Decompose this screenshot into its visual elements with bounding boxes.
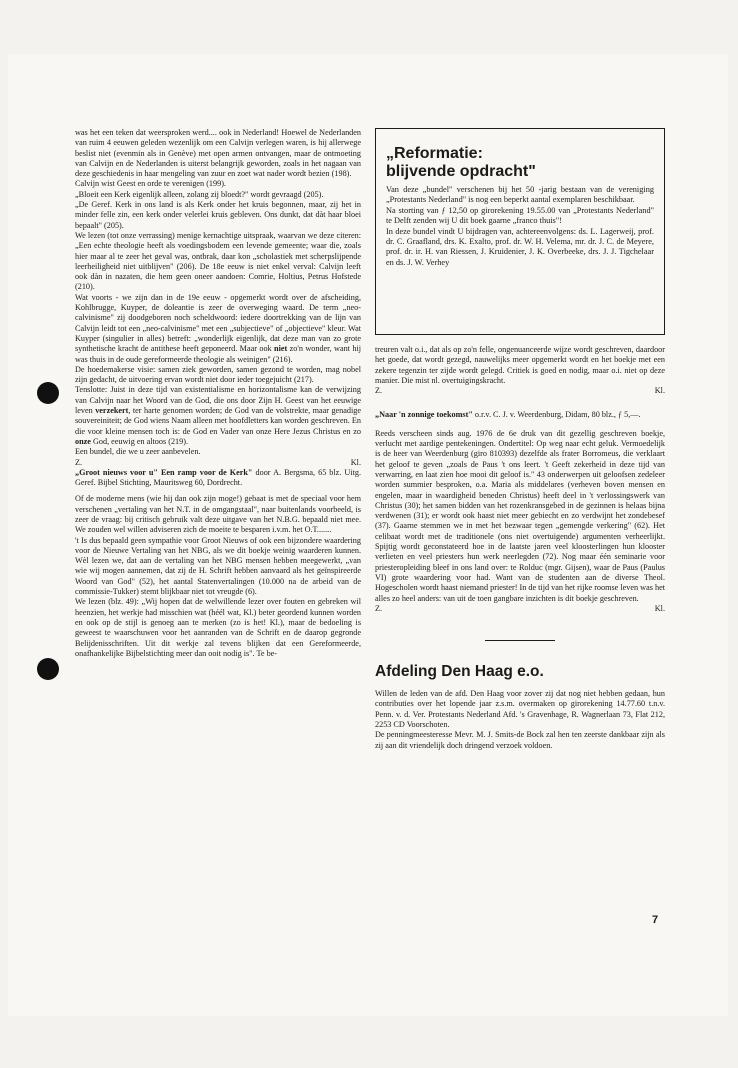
- advert-body: [386, 185, 654, 268]
- signature: Z. Kl.: [75, 457, 361, 467]
- paragraph: In deze bundel vindt U bijdragen van, achtereenvolgens: ds. L. Lagerweij, prof. dr. C. Graafland, drs. K. Exalto, prof. dr. W. H. Velema, mr. dr. J. C. de Meyere, prof. dr. ir. H. van Riessen, J. Kruidenier, J. K. Overbeeke, drs. J. J. Tigchelaar en ds. J. W. Verhey: [386, 226, 654, 267]
- paragraph: Een bundel, die we u zeer aanbevelen.: [75, 447, 201, 457]
- paragraph: was het een teken dat weersproken werd.... ook in Nederland! Hoewel de Nederlanden van ruim 4 eeuwen geleden wezenlijk om een Calvijn verlegen waren, is hij allerwege beslist niet (evenmin als in Genève) met open armen ontvangen, maar de ontmoeting van Calvijn en de Nederlanden is uiterst belangrijk geworden, zoals in het nagaan van deze geschiedenis in haar mengeling van zuur en zoet wat nader wordt bezien (198).: [75, 128, 361, 179]
- advert-title: „Reformatie: blijvende opdracht": [386, 145, 536, 180]
- review-heading: „Naar 'n zonnige toekomst" o.r.v. C. J. v. Weerdenburg, Didam, 80 blz., ƒ 5,—.: [375, 410, 641, 420]
- paragraph: „Bloeit een Kerk eigenlijk alleen, zolang zij bloedt?" wordt gevraagd (205).: [75, 189, 324, 199]
- punch-hole-top: [37, 382, 59, 404]
- page-number: 7: [652, 914, 659, 926]
- paragraph: treuren valt o.i., dat als op zo'n felle, ongenuanceerde wijze wordt geschreven, daardoor het goede, dat wordt gezegd, nauwelijks meer opgemerkt wordt en het boekje met een zekere tegenzin ter zijde wordt gelegd. Critiek is goed en nodig, maar o.i. niet op deze manier. Die mist nl. overtuigingskracht.: [375, 345, 665, 385]
- paragraph: Na storting van ƒ 12,50 op girorekening 19.55.00 van „Protestants Nederland" te Delft zenden wij U dit boek gaarne „franco thuis"!: [386, 205, 654, 226]
- divider: [485, 640, 555, 641]
- paragraph: 't Is dus bepaald geen sympathie voor Groot Nieuws of ook een bijzondere waardering voor de Nieuwe Vertaling van het NBG, als we dit boekje weinig waarderen kunnen. Wèl lezen we, dat aan de vertaling van het NBG mensen hebben meegewerkt, „van wie wij mogen aannemen, dat zij de H. Schrift hebben aanvaard als het geïnspireerde Woord van God" (52), het aantal Statenvertalingen (10.000 na de arbeid van de commissie-Tukker) stemt blijkbaar niet tot vreugde (6).: [75, 535, 361, 597]
- review-heading: „Groot nieuws voor u" Een ramp voor de Kerk" door A. Bergsma, 65 blz. Uitg. Geref. Bijbel Stichting, Mauritsweg 60, Dordrecht.: [75, 467, 361, 488]
- paragraph: Calvijn wist Geest en orde te verenigen (199).: [75, 179, 226, 189]
- paragraph: We lezen (tot onze verrassing) menige kernachtige uitspraak, waarvan we deze citeren: „Een echte theologie heeft als voedingsbodem een levende gemeente; waar die, zoals hier maar al te zeer het geval was, ontbrak, daar kon „scholastiek met scherpslijpende leerheiligheid niet uitblijven" (206). De 18e eeuw is niet enkel verval: Calvijn leeft ook dàn in nazaten, die hem geen oneer aandoen: Comrie, Holtius, Petrus Hofstede (210).: [75, 230, 361, 292]
- paragraph: Wat voorts - we zijn dan in de 19e eeuw - opgemerkt wordt over de afscheiding, Kohlbrugge, Kuyper, de doleantie is zeer de overweging waard. De term „neo-calvinisme" zij doodgeboren noch scheldwoord: iedere doortrekking van de lijn van Calvijn leidt tot een „neo-calvinisme" met een „subjectieve" of „objectieve" kleur. Wat Kuyper (singulier in alles) betreft: „wonderlijk eigenlijk, dat deze man van zo grote synthetische kracht de antithese heeft geponeerd. Maar ook niet zo'n wonder, want hij was thuis in de oude gereformeerde theologie als weinigen" (216).: [75, 292, 361, 364]
- paragraph: Willen de leden van de afd. Den Haag voor zover zij dat nog niet hebben gedaan, hun contributies over het lopende jaar z.s.m. overmaken op girorekening 14.77.60 t.n.v. Penn. v. d. Ver. Protestants Nederland Afd. 's Gravenhage, R. Wagnerlaan 73, Flat 212, 2253 CD Voorschoten.: [375, 689, 665, 730]
- advert-box: [375, 128, 665, 335]
- signature: Z. Kl.: [375, 386, 665, 396]
- punch-hole-bottom: [37, 658, 59, 680]
- signature: Z. Kl.: [375, 603, 665, 613]
- paragraph: De penningmeesteresse Mevr. M. J. Smits-de Bock zal hen ten zeerste dankbaar zijn als zij aan dit vriendelijk doch dringend verzoek voldoen.: [375, 730, 665, 750]
- left-column: [75, 128, 361, 659]
- paragraph: De hoedemakerse visie: samen ziek geworden, samen gezond te worden, mag nobel zijn gedacht, de uitvoering ervan wordt niet door ieder toegejuicht (217).: [75, 364, 361, 385]
- paragraph: Reeds verscheen sinds aug. 1976 de 6e druk van dit gezellig geschreven boekje, verlucht met aardige pentekeningen. Ondertitel: Op weg naar echt geluk. Vermoedelijk is de heer van Weerdenburg (giro 810393) dezelfde als frater Borromeus, die verklaart het geloof te geven „zoals de Paus 't ons leert. 't Geeft zekerheid in deze tijd van verwarring, en laat zien hoe mooi dit geloof is." 43 onderwerpen uit geloofsen zedeleer worden summier besproken, o.a. Maria als middelares (verheven boven mensen en engelen, maar in waardigheid beneden Christus) heeft deel in 't verlossingswerk van Christus (30); het samen bidden van het rozenkransgebed in de gezinnen is helaas bijna verdwenen (31); er wordt ook haast niet meer gebiecht en zo verdwijnt het zondebesef (37). Gaarne stemmen we in met het bezwaar tegen „gemengde verkering" (62). Het celibaat wordt met de traditionele (ons niet overtuigende) argumenten verheerlijkt. Spijtig wordt geconstateerd hoe in de laatste jaren veel kloosterlingen hun klooster verlieten en veel priesters hun werk neerlegden (72). Nog maar één seminarie voor priesteropleiding bleef in ons land over: te Rolduc (mgr. Gijsen), waar de Paus (Paulus VI) grote waardering voor had. Want van de studenten aan de diverse Theol. Hogescholen wordt haast niemand priester! In de tijd van het rijke roomse leven was het alles zo heel anders: van uit de toen gangbare inzichten is dit boekje geschreven.: [375, 428, 665, 603]
- paragraph: Tenslotte: Juist in deze tijd van existentialisme en horizontalisme kan de verwijzing van Calvijn naar het Woord van de God, die ons door Zijn H. Geest van het eeuwige leven verzekert, ter harte genomen worden; de God van de volstrekte, maar genadige souvereiniteit; de God wiens Naam alleen met hoofdletters kan worden geschreven. En die voor kleine mensen toch is: de God en Vader van onze Here Jezus Christus en zo onze God, eeuwig en altoos (219).: [75, 385, 362, 446]
- paragraph: Van deze „bundel" verschenen bij het 50 -jarig bestaan van de vereniging „Protestants Nederland" is nog een beperkt aantal exemplaren beschikbaar.: [386, 185, 654, 205]
- right-column: [375, 345, 665, 751]
- section-title: Afdeling Den Haag e.o.: [375, 663, 544, 681]
- paragraph: We lezen (blz. 49): „Wij hopen dat de welwillende lezer over fouten en gebreken wil heenzien, het werkje had misschien wat (héél wat, Kl.) beter geordend kunnen worden en ook op de stijl is genoeg aan te merken (zo is het! Kl.), maar de bedoeling is geweest te waarschuwen voor het aanranden van de Schrift en de daarop gegronde Belijdenisschriften. Uit dit werkje zal tevens blijken dat een Gereformeerde, onafhankelijke Bijbelstichting meer dan ooit nodig is". Te be-: [75, 597, 361, 658]
- paragraph: „De Geref. Kerk in ons land is als Kerk onder het kruis begonnen, maar, zij het in minder felle zin, een kerk onder velerlei kruis gebleven. Ons dunkt, dat dàt haar bloei bepaalt" (205).: [75, 200, 361, 230]
- paragraph: Of de moderne mens (wie hij dan ook zijn moge!) gebaat is met de speciaal voor hem verschenen „vertaling van het N.T. in de omgangstaal", naar buitenlands voorbeeld, is zeer de vraag: bij critisch gebruik valt deze uitgave van het N.B.G. bepaald niet mee. We zouden wel willen adviseren zich de moeite te besparen i.v.m. het O.T.......: [75, 494, 361, 535]
